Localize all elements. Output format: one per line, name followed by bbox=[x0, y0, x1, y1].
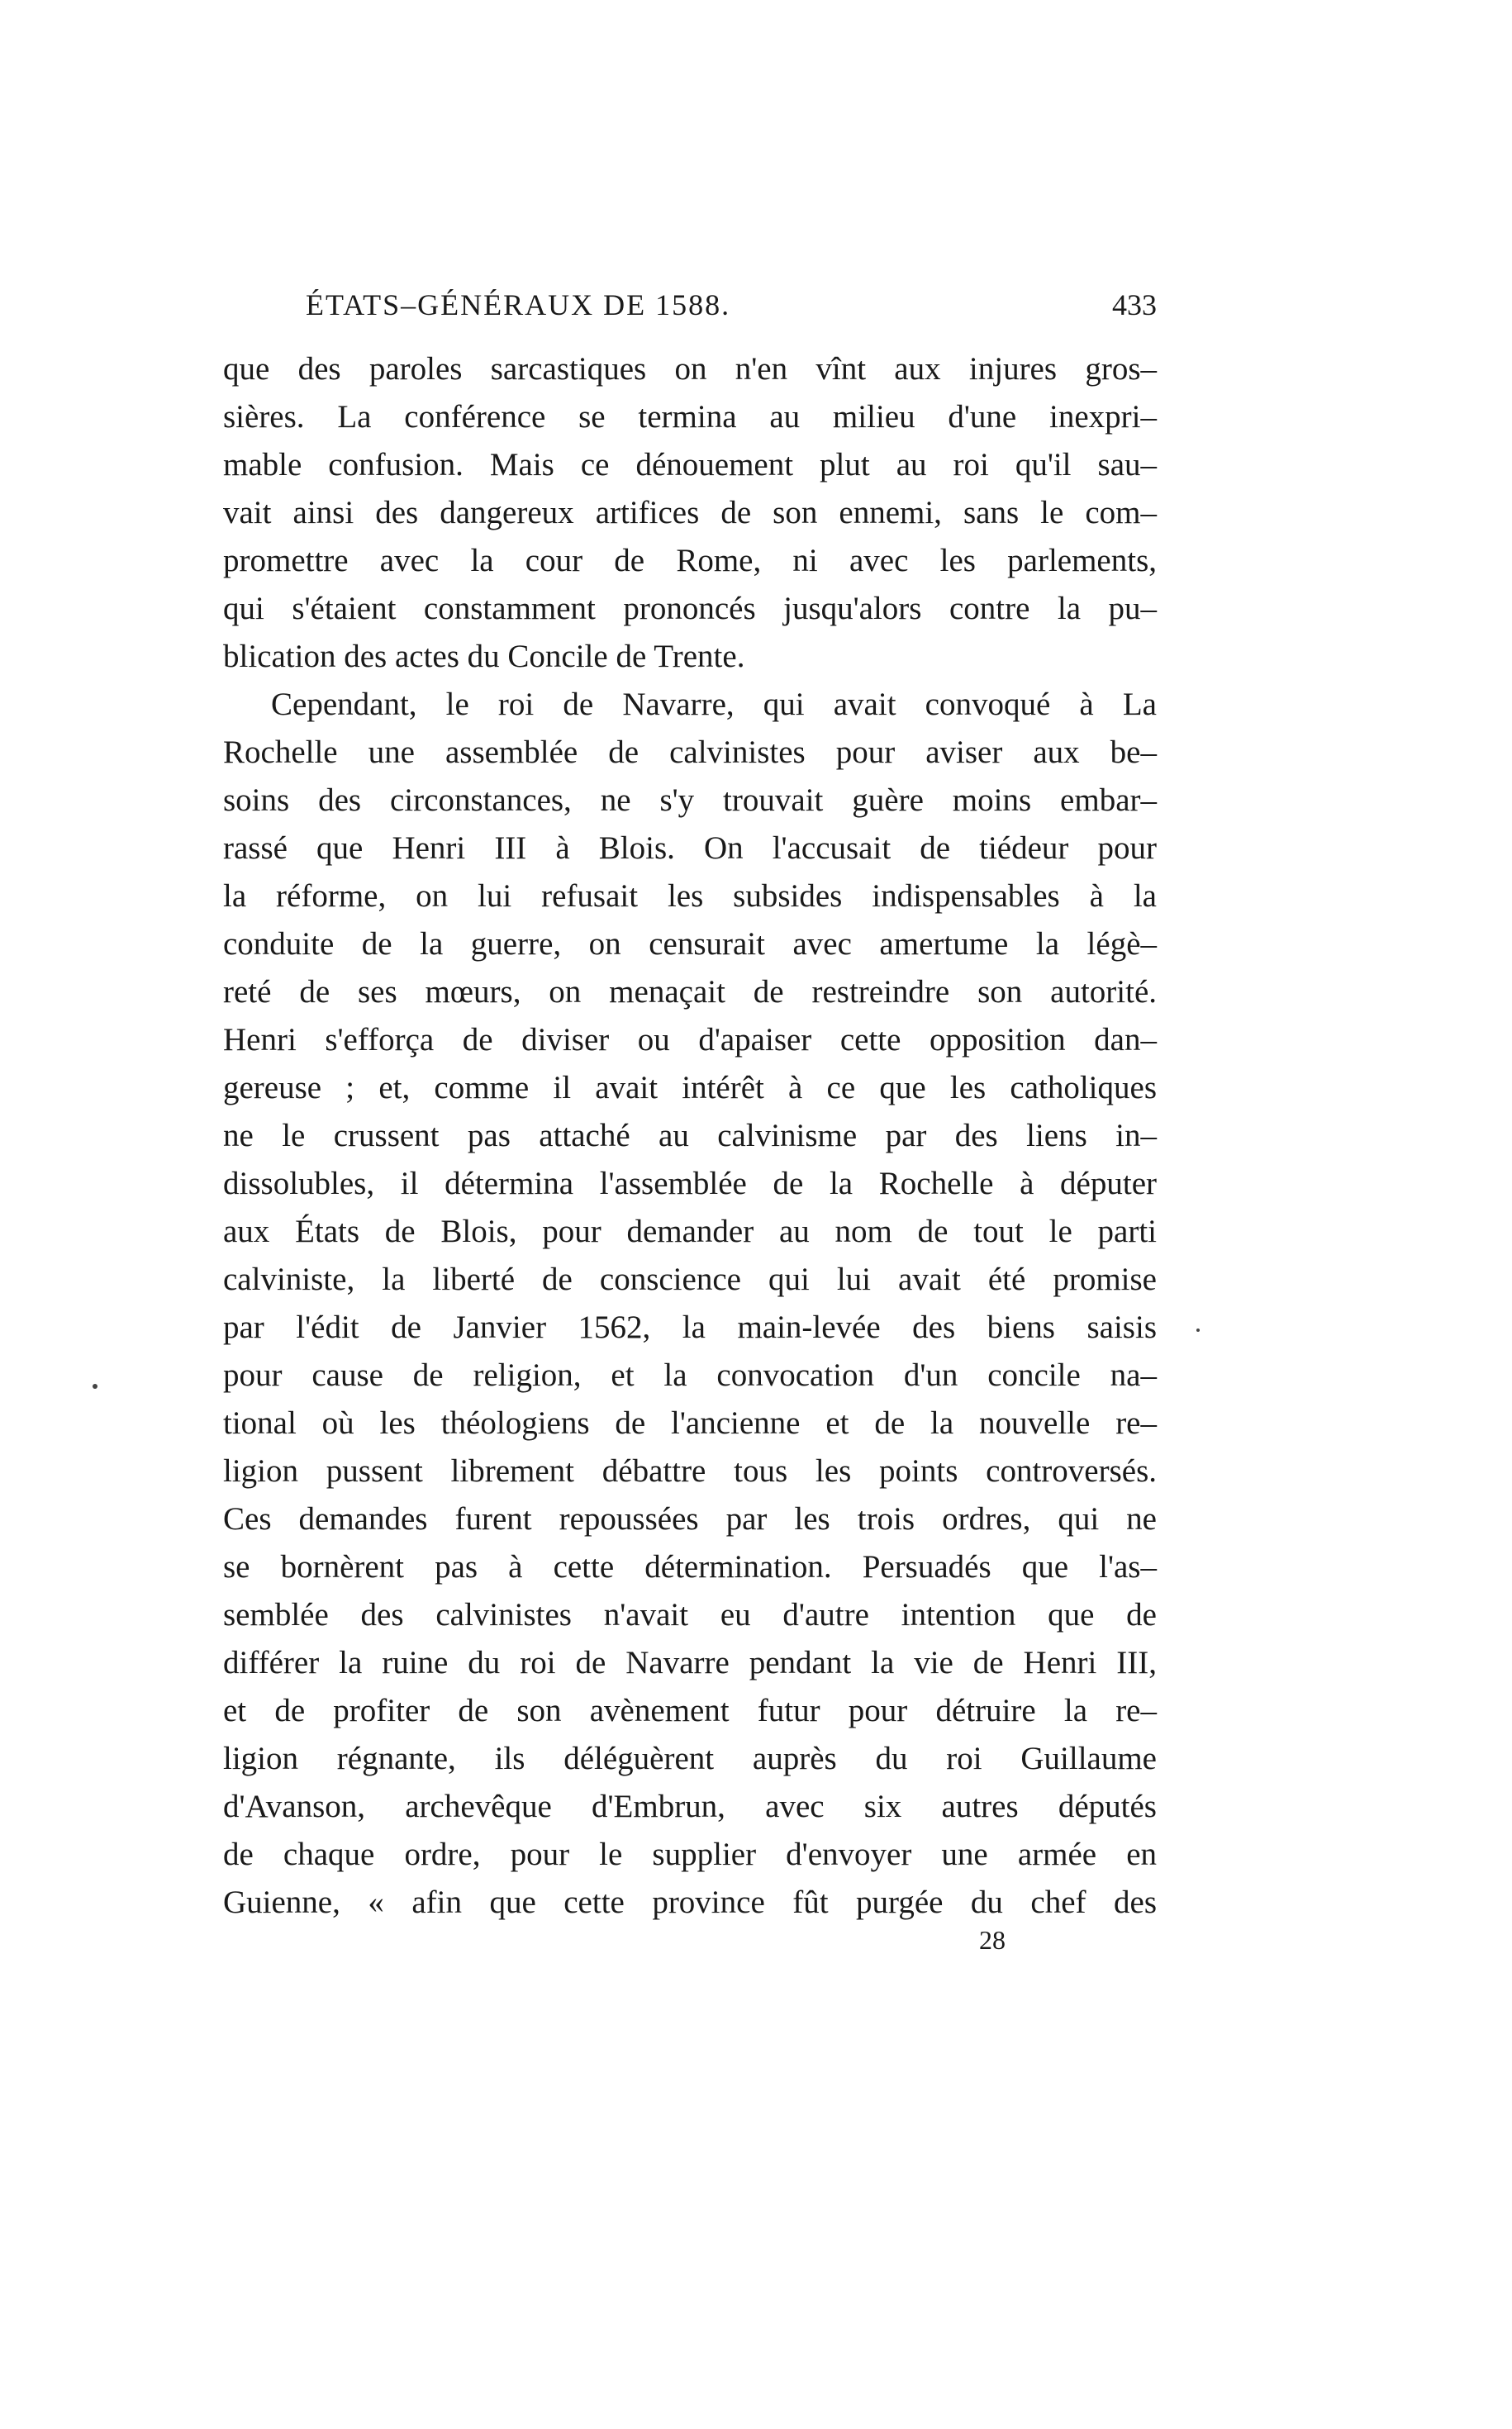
text-line-6: qui s'étaient constamment prononcés jusqu'alors contre la pu– bbox=[223, 591, 1157, 626]
text-line-21: par l'édit de Janvier 1562, la main-levée des biens saisis bbox=[223, 1310, 1157, 1345]
text-line-32: de chaque ordre, pour le supplier d'envoyer une armée en bbox=[223, 1837, 1157, 1872]
text-line-25: Ces demandes furent repoussées par les trois ordres, qui ne bbox=[223, 1501, 1157, 1537]
text-line-12: la réforme, on lui refusait les subsides indispensables à la bbox=[223, 878, 1157, 914]
text-line-19: aux États de Blois, pour demander au nom de tout le parti bbox=[223, 1214, 1157, 1249]
text-line-13: conduite de la guerre, on censurait avec amertume la légè– bbox=[223, 926, 1157, 962]
text-line-26: se bornèrent pas à cette détermination. Persuadés que l'as– bbox=[223, 1549, 1157, 1585]
text-line-16: gereuse ; et, comme il avait intérêt à ce que les catholiques bbox=[223, 1070, 1157, 1105]
text-line-29: et de profiter de son avènement futur pour détruire la re– bbox=[223, 1693, 1157, 1728]
scan-speck-left bbox=[93, 1384, 97, 1389]
text-line-17: ne le crussent pas attaché au calvinisme par des liens in– bbox=[223, 1118, 1157, 1153]
text-line-27: semblée des calvinistes n'avait eu d'autre intention que de bbox=[223, 1597, 1157, 1633]
text-line-20: calviniste, la liberté de conscience qui lui avait été promise bbox=[223, 1262, 1157, 1297]
text-line-31: d'Avanson, archevêque d'Embrun, avec six autres députés bbox=[223, 1789, 1157, 1824]
text-line-1: que des paroles sarcastiques on n'en vînt aux injures gros– bbox=[223, 351, 1157, 387]
page-number: 433 bbox=[1112, 288, 1157, 321]
text-line-9: Rochelle une assemblée de calvinistes pour aviser aux be– bbox=[223, 734, 1157, 770]
text-line-23: tional où les théologiens de l'ancienne et de la nouvelle re– bbox=[223, 1405, 1157, 1441]
text-line-10: soins des circonstances, ne s'y trouvait guère moins embar– bbox=[223, 782, 1157, 818]
text-line-2: sières. La conférence se termina au milieu d'une inexpri– bbox=[223, 399, 1157, 435]
text-line-33: Guienne, « afin que cette province fût purgée du chef des bbox=[223, 1885, 1157, 1920]
text-line-22: pour cause de religion, et la convocation d'un concile na– bbox=[223, 1357, 1157, 1393]
text-line-30: ligion régnante, ils déléguèrent auprès du roi Guillaume bbox=[223, 1741, 1157, 1776]
text-line-15: Henri s'efforça de diviser ou d'apaiser cette opposition dan– bbox=[223, 1022, 1157, 1058]
body-text bbox=[223, 345, 1157, 1927]
text-line-11: rassé que Henri III à Blois. On l'accusait de tiédeur pour bbox=[223, 830, 1157, 866]
text-line-28: différer la ruine du roi de Navarre pendant la vie de Henri III, bbox=[223, 1645, 1157, 1680]
text-line-24: ligion pussent librement débattre tous les points controversés. bbox=[223, 1453, 1157, 1489]
text-line-7: blication des actes du Concile de Trente. bbox=[223, 639, 745, 674]
text-line-14: reté de ses mœurs, on menaçait de restreindre son autorité. bbox=[223, 974, 1157, 1010]
running-title: ÉTATS–GÉNÉRAUX DE 1588. bbox=[306, 288, 731, 321]
text-line-8: Cependant, le roi de Navarre, qui avait convoqué à La bbox=[271, 687, 1157, 722]
text-line-3: mable confusion. Mais ce dénouement plut au roi qu'il sau– bbox=[223, 447, 1157, 482]
running-head bbox=[223, 288, 1157, 337]
signature-mark: 28 bbox=[979, 1925, 1006, 1955]
text-line-5: promettre avec la cour de Rome, ni avec les parlements, bbox=[223, 543, 1157, 578]
text-line-4: vait ainsi des dangereux artifices de son ennemi, sans le com– bbox=[223, 495, 1157, 530]
scan-speck-right bbox=[1196, 1329, 1200, 1332]
text-line-18: dissolubles, il détermina l'assemblée de la Rochelle à députer bbox=[223, 1166, 1157, 1201]
